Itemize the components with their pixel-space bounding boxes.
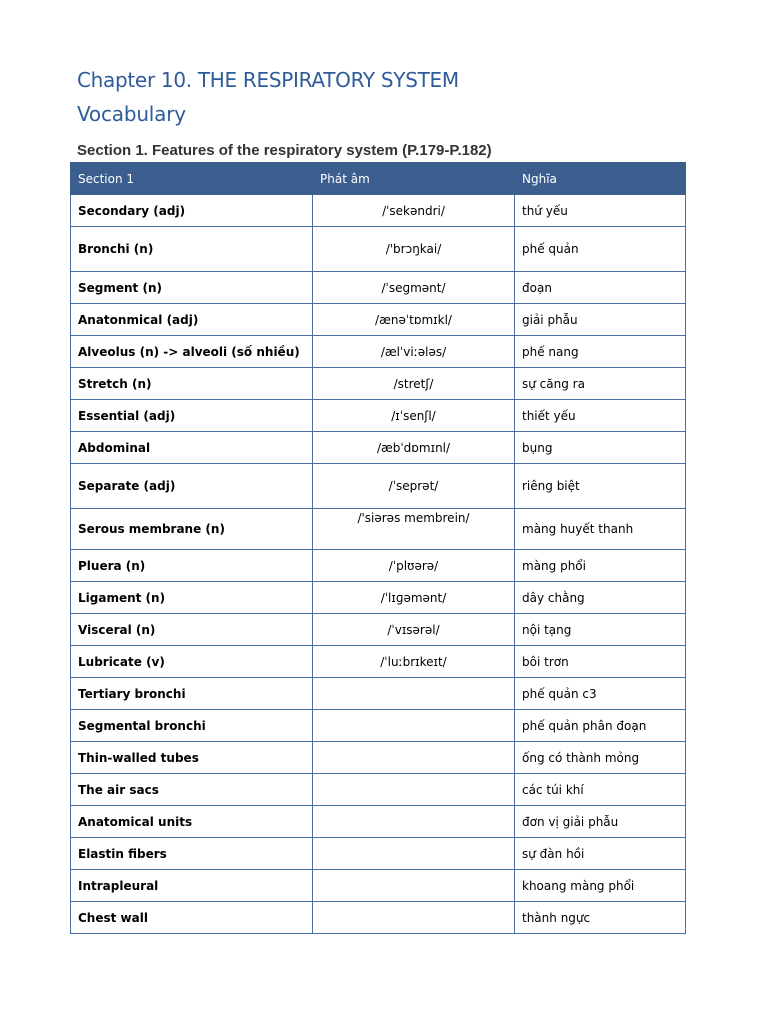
table-row (71, 432, 686, 464)
meaning-cell: nội tạng (515, 614, 686, 646)
table-row (71, 614, 686, 646)
pronunciation-cell (313, 838, 515, 870)
pronunciation-cell: /ˈlɪɡəmənt/ (313, 582, 515, 614)
meaning-cell: bôi trơn (515, 646, 686, 678)
table-row (71, 838, 686, 870)
table-row (71, 678, 686, 710)
term-cell: Visceral (n) (71, 614, 313, 646)
term-cell: Alveolus (n) -> alveoli (số nhiều) (71, 336, 313, 368)
meaning-cell: ống có thành mỏng (515, 742, 686, 774)
meaning-cell: riêng biệt (515, 464, 686, 509)
table-row (71, 582, 686, 614)
table-row (71, 509, 686, 550)
table-row (71, 902, 686, 934)
term-cell: Separate (adj) (71, 464, 313, 509)
term-cell: Thin-walled tubes (71, 742, 313, 774)
section-heading: Section 1. Features of the respiratory system (P.179-P.182) (77, 142, 492, 159)
term-cell: The air sacs (71, 774, 313, 806)
table-row (71, 227, 686, 272)
term-cell: Lubricate (v) (71, 646, 313, 678)
term-cell: Ligament (n) (71, 582, 313, 614)
pronunciation-cell: /ˈplʊərə/ (313, 550, 515, 582)
pronunciation-cell: /ælˈviːələs/ (313, 336, 515, 368)
table-row (71, 368, 686, 400)
chapter-title: Chapter 10. THE RESPIRATORY SYSTEM (77, 68, 459, 92)
pronunciation-cell: /æbˈdɒmɪnl/ (313, 432, 515, 464)
term-cell: Secondary (adj) (71, 195, 313, 227)
table-row (71, 870, 686, 902)
pronunciation-cell (313, 806, 515, 838)
term-cell: Tertiary bronchi (71, 678, 313, 710)
table-header-row (71, 163, 686, 195)
term-cell: Segment (n) (71, 272, 313, 304)
table-row (71, 464, 686, 509)
term-cell: Serous membrane (n) (71, 509, 313, 550)
pronunciation-cell: /'brɔŋkai/ (313, 227, 515, 272)
pronunciation-cell: /ˈvɪsərəl/ (313, 614, 515, 646)
meaning-cell: phế quản c3 (515, 678, 686, 710)
pronunciation-cell: /ˈsekəndri/ (313, 195, 515, 227)
table-row (71, 710, 686, 742)
pronunciation-cell (313, 774, 515, 806)
term-cell: Pluera (n) (71, 550, 313, 582)
meaning-cell: đơn vị giải phẫu (515, 806, 686, 838)
table-row (71, 774, 686, 806)
meaning-cell: sự căng ra (515, 368, 686, 400)
term-cell: Chest wall (71, 902, 313, 934)
pronunciation-cell: /ˈseprət/ (313, 464, 515, 509)
pronunciation-cell (313, 742, 515, 774)
pronunciation-cell: /stretʃ/ (313, 368, 515, 400)
meaning-cell: phế quản phân đoạn (515, 710, 686, 742)
pronunciation-cell (313, 902, 515, 934)
meaning-cell: giải phẫu (515, 304, 686, 336)
meaning-cell: thiết yếu (515, 400, 686, 432)
meaning-cell: khoang màng phổi (515, 870, 686, 902)
pronunciation-cell: /ænəˈtɒmɪkl/ (313, 304, 515, 336)
pronunciation-cell (313, 678, 515, 710)
term-cell: Anatonmical (adj) (71, 304, 313, 336)
term-cell: Segmental bronchi (71, 710, 313, 742)
term-cell: Bronchi (n) (71, 227, 313, 272)
table-row (71, 195, 686, 227)
pronunciation-cell: /ˈseɡmənt/ (313, 272, 515, 304)
term-cell: Stretch (n) (71, 368, 313, 400)
pronunciation-cell: /ɪˈsenʃl/ (313, 400, 515, 432)
pronunciation-cell (313, 710, 515, 742)
table-row (71, 304, 686, 336)
table-row (71, 336, 686, 368)
meaning-cell: phế nang (515, 336, 686, 368)
table-row (71, 646, 686, 678)
vocabulary-table (70, 162, 686, 934)
meaning-cell: màng huyết thanh (515, 509, 686, 550)
pronunciation-cell: /'siərəs membrein/ (313, 509, 515, 550)
pronunciation-cell (313, 870, 515, 902)
table-row (71, 272, 686, 304)
column-header-pronunciation: Phát âm (313, 163, 515, 195)
table-row (71, 806, 686, 838)
meaning-cell: thứ yếu (515, 195, 686, 227)
term-cell: Abdominal (71, 432, 313, 464)
meaning-cell: các túi khí (515, 774, 686, 806)
meaning-cell: đoạn (515, 272, 686, 304)
column-header-term: Section 1 (71, 163, 313, 195)
meaning-cell: màng phổi (515, 550, 686, 582)
meaning-cell: bụng (515, 432, 686, 464)
meaning-cell: dây chằng (515, 582, 686, 614)
term-cell: Elastin fibers (71, 838, 313, 870)
meaning-cell: thành ngực (515, 902, 686, 934)
pronunciation-cell: /ˈluːbrɪkeɪt/ (313, 646, 515, 678)
table-row (71, 400, 686, 432)
column-header-meaning: Nghĩa (515, 163, 686, 195)
table-row (71, 550, 686, 582)
term-cell: Essential (adj) (71, 400, 313, 432)
meaning-cell: sự đàn hồi (515, 838, 686, 870)
vocabulary-subtitle: Vocabulary (77, 102, 186, 126)
table-row (71, 742, 686, 774)
meaning-cell: phế quản (515, 227, 686, 272)
term-cell: Intrapleural (71, 870, 313, 902)
term-cell: Anatomical units (71, 806, 313, 838)
